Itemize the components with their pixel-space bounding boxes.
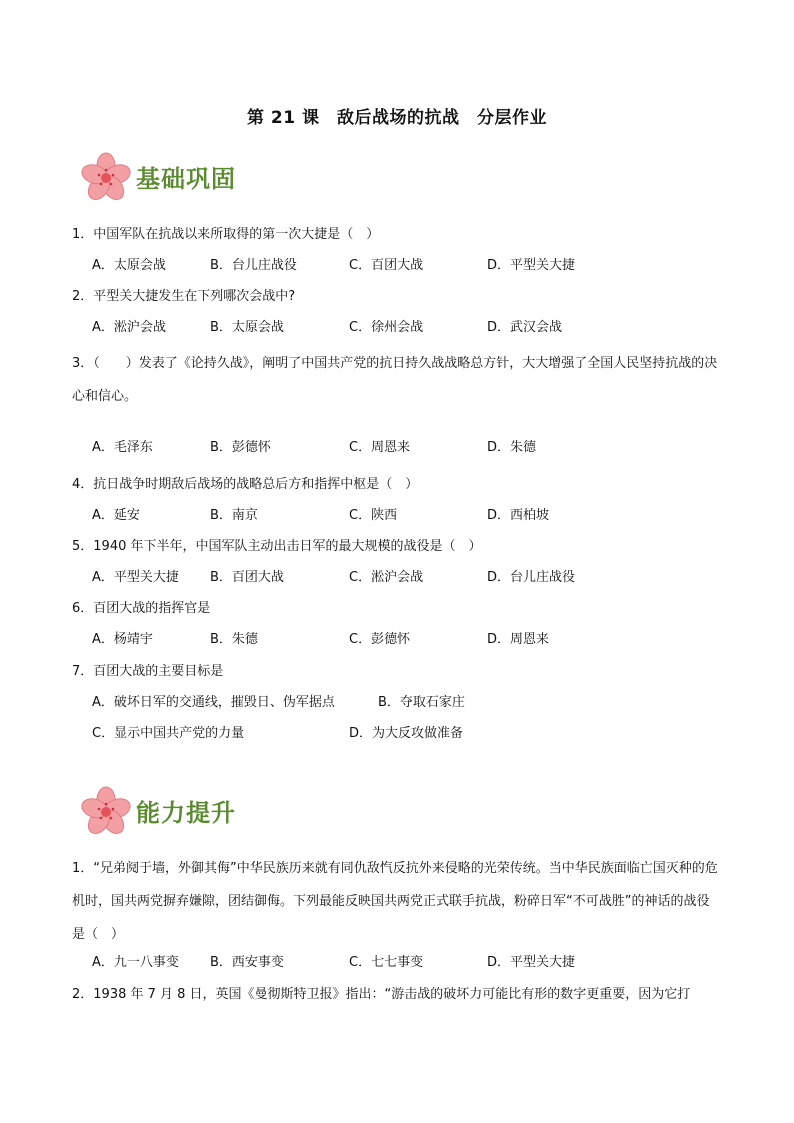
- option-c[interactable]: C．徐州会战: [349, 320, 424, 335]
- option-d[interactable]: D．朱德: [487, 440, 537, 455]
- option-a[interactable]: A．太原会战: [92, 258, 166, 273]
- option-c[interactable]: C．彭德怀: [349, 632, 411, 647]
- question-stem: 7．百团大战的主要目标是: [72, 664, 224, 679]
- option-a[interactable]: A．九一八事变: [92, 955, 179, 970]
- option-b[interactable]: B．台儿庄战役: [210, 258, 297, 273]
- section-header-advanced: [78, 784, 338, 840]
- option-c[interactable]: C．显示中国共产党的力量: [92, 726, 245, 741]
- option-c[interactable]: C．七七事变: [349, 955, 424, 970]
- section-title-advanced: 能力提升: [136, 799, 236, 827]
- option-c[interactable]: C．淞沪会战: [349, 570, 424, 585]
- option-d[interactable]: D．平型关大捷: [487, 258, 576, 273]
- option-d[interactable]: D．西柏坡: [487, 508, 550, 523]
- option-c[interactable]: C．百团大战: [349, 258, 424, 273]
- option-b[interactable]: B．朱德: [210, 632, 258, 647]
- question-stem: 6．百团大战的指挥官是: [72, 601, 211, 616]
- option-b[interactable]: B．夺取石家庄: [378, 695, 465, 710]
- question-stem: 2．1938 年 7 月 8 日，英国《曼彻斯特卫报》指出：“游击战的破坏力可能比有形的数字更重要，因为它打: [72, 987, 691, 1002]
- option-d[interactable]: D．武汉会战: [487, 320, 563, 335]
- question-stem: 1．“兄弟阋于墙，外御其侮”中华民族历来就有同仇敌忾反抗外来侵略的光荣传统。当中华民族面临亡国灭种的危机时，国共两党摒弃嫌隙，团结御侮。下列最能反映国共两党正式联手抗战，粉碎日军“不可战胜”的神话的战役是（ ）: [72, 861, 718, 942]
- section-title-basic: 基础巩固: [136, 165, 236, 193]
- option-a[interactable]: A．毛泽东: [92, 440, 153, 455]
- question-stem: 5．1940 年下半年，中国军队主动出击日军的最大规模的战役是（ ）: [72, 539, 482, 554]
- option-b[interactable]: B．百团大战: [210, 570, 284, 585]
- question-stem: 1．中国军队在抗战以来所取得的第一次大捷是（ ）: [72, 227, 380, 242]
- option-a[interactable]: A．平型关大捷: [92, 570, 179, 585]
- option-d[interactable]: D．为大反攻做准备: [349, 726, 464, 741]
- option-c[interactable]: C．周恩来: [349, 440, 411, 455]
- option-b[interactable]: B．西安事变: [210, 955, 284, 970]
- option-d[interactable]: D．台儿庄战役: [487, 570, 576, 585]
- question-stem: 4．抗日战争时期敌后战场的战略总后方和指挥中枢是（ ）: [72, 477, 419, 492]
- question-stem: 3．（ ）发表了《论持久战》，阐明了中国共产党的抗日持久战战略总方针，大大增强了全国人民坚持抗战的决心和信心。: [72, 356, 718, 404]
- option-a[interactable]: A．延安: [92, 508, 140, 523]
- page-title: 第 21 课 敌后战场的抗战 分层作业: [247, 108, 547, 128]
- option-a[interactable]: A．淞沪会战: [92, 320, 166, 335]
- option-d[interactable]: D．周恩来: [487, 632, 550, 647]
- option-b[interactable]: B．彭德怀: [210, 440, 271, 455]
- option-a[interactable]: A．破坏日军的交通线，摧毁日、伪军据点: [92, 695, 335, 710]
- question-stem: 2．平型关大捷发生在下列哪次会战中?: [72, 289, 296, 304]
- section-header-basic: [78, 150, 338, 206]
- option-b[interactable]: B．南京: [210, 508, 258, 523]
- flower-icon: [78, 150, 136, 206]
- flower-icon: [78, 784, 136, 840]
- option-a[interactable]: A．杨靖宇: [92, 632, 153, 647]
- option-b[interactable]: B．太原会战: [210, 320, 284, 335]
- option-d[interactable]: D．平型关大捷: [487, 955, 576, 970]
- option-c[interactable]: C．陕西: [349, 508, 398, 523]
